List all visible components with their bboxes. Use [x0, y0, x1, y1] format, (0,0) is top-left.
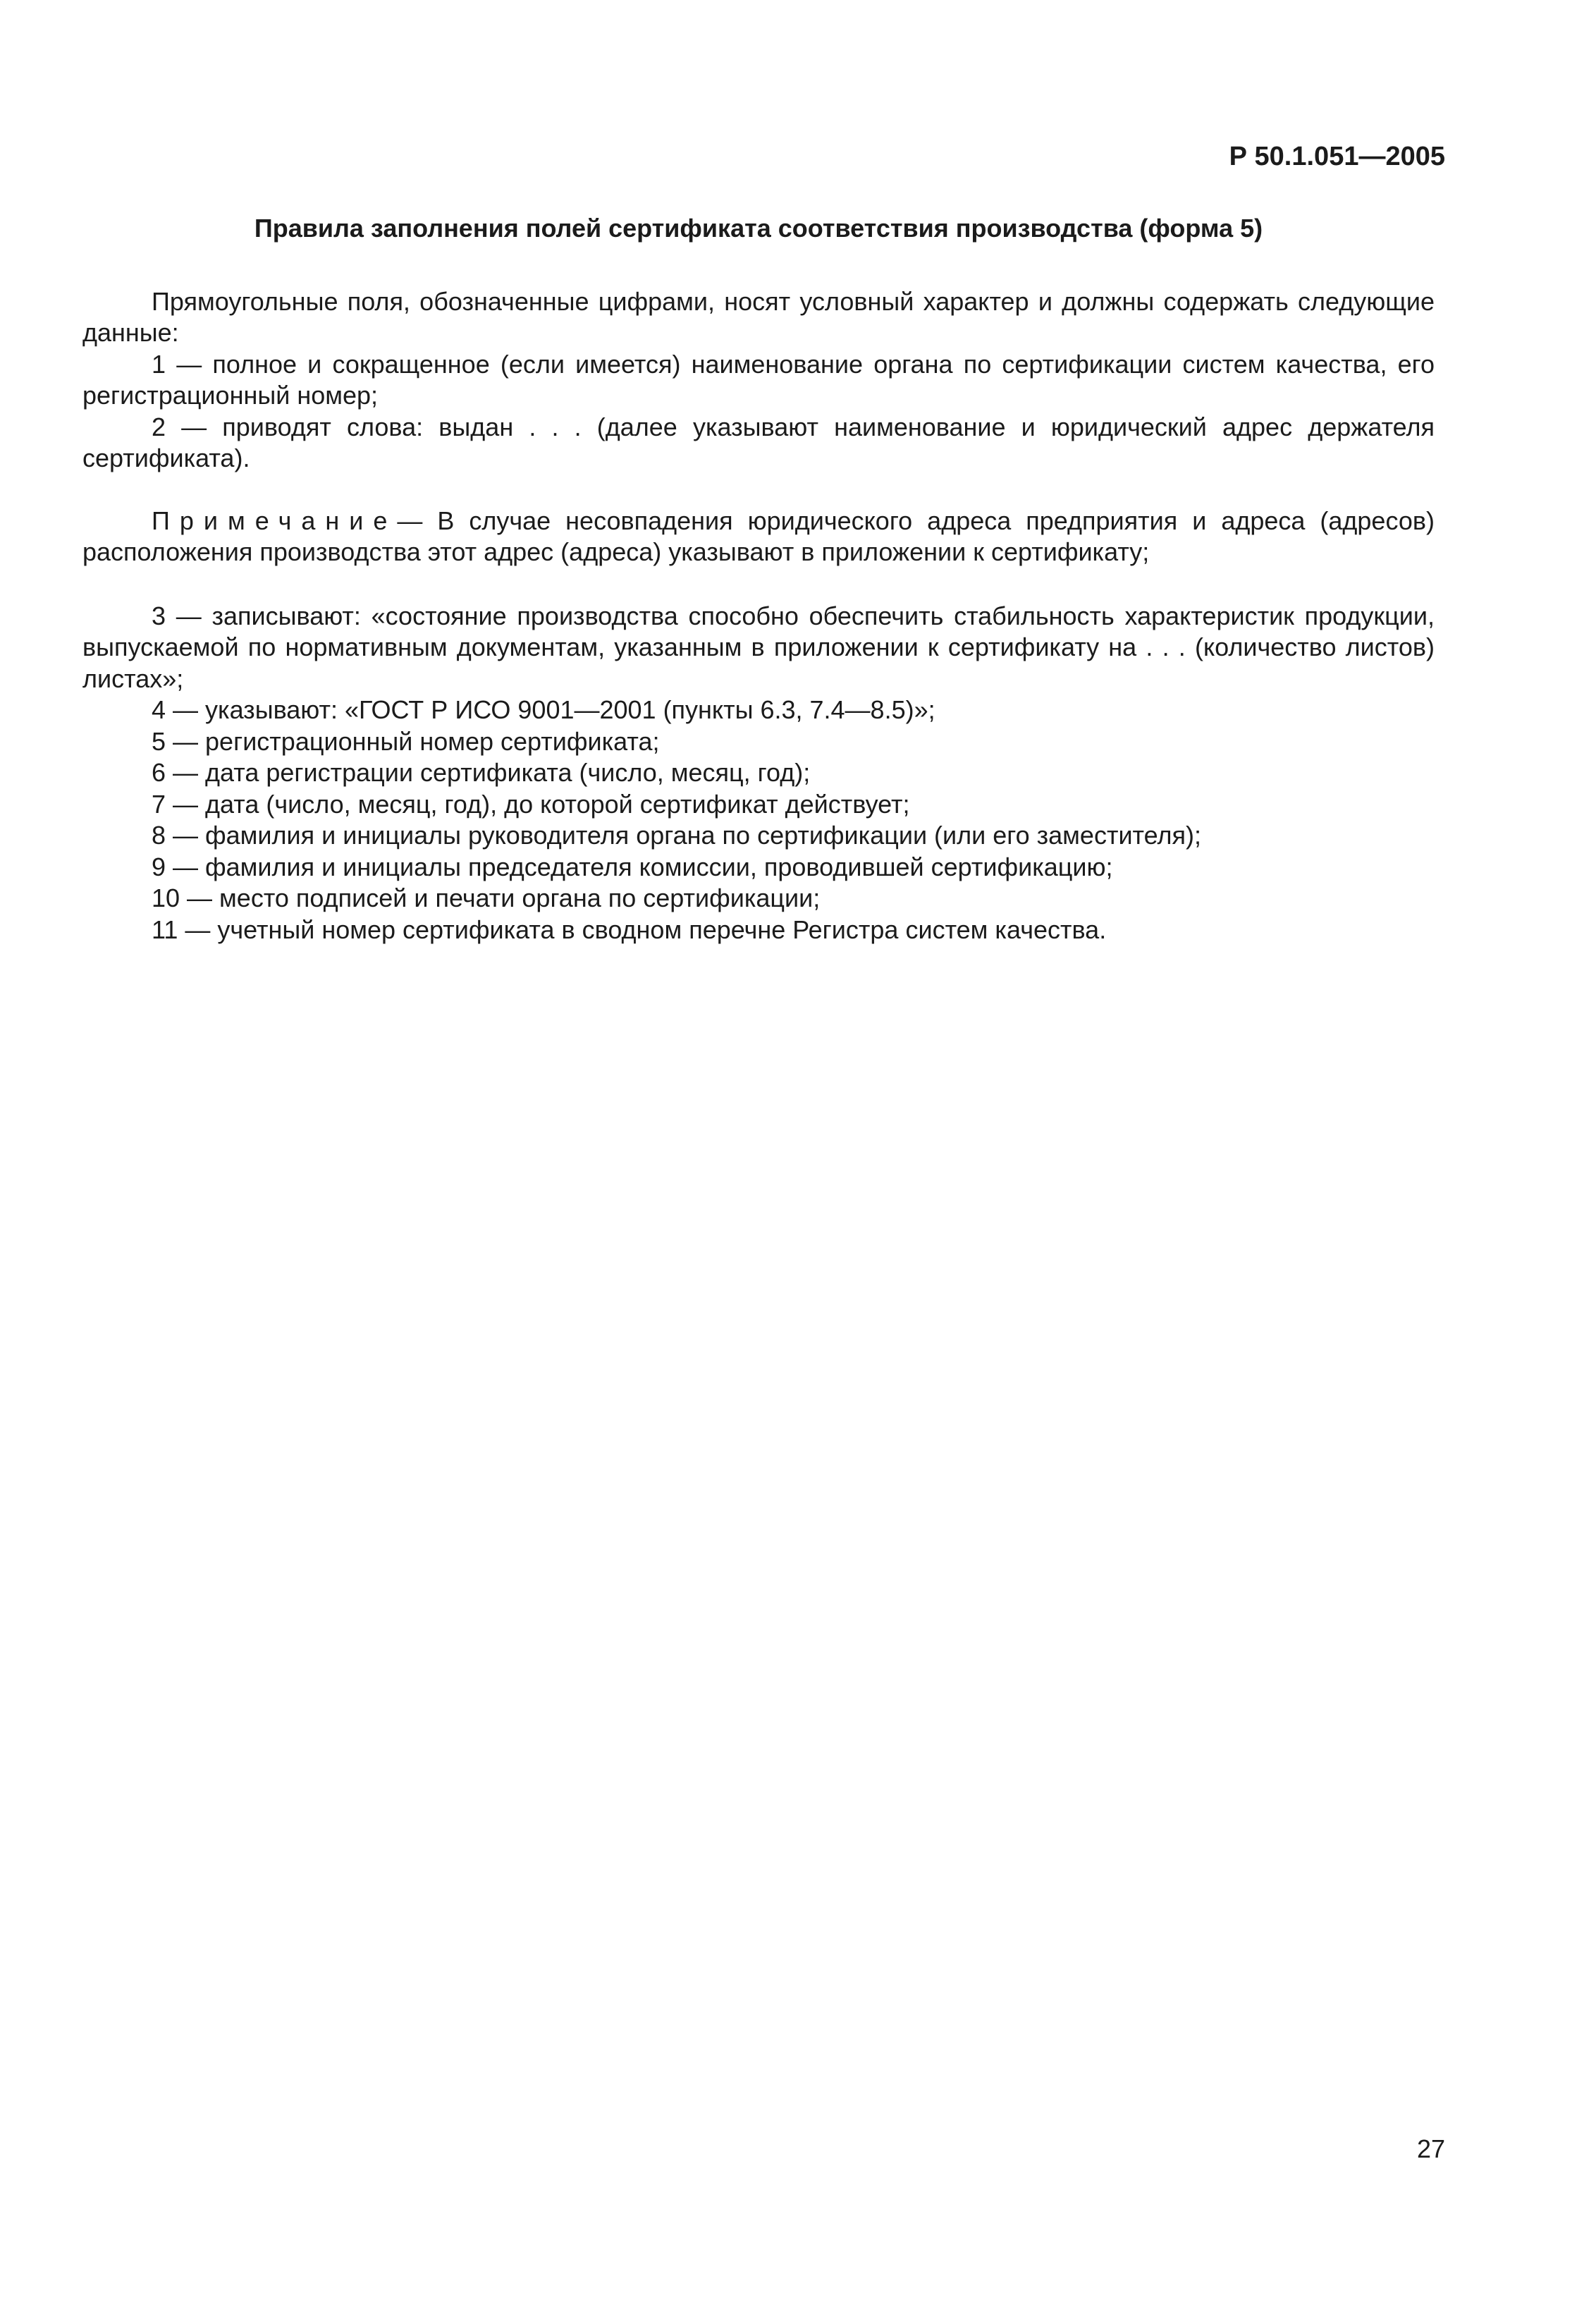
intro-paragraph: Прямоугольные поля, обозначенные цифрами, носят условный характер и должны содержать следующие данные:: [82, 286, 1435, 347]
list-item: 7 — дата (число, месяц, год), до которой сертификат действует;: [152, 789, 910, 819]
list-item: 1 — полное и сокращенное (если имеется) наименование органа по сертификации систем качества, его регистрационный номер;: [82, 349, 1435, 410]
field-list-part-2: [82, 601, 1435, 946]
section-title: Правила заполнения полей сертификата соответствия производства (форма 5): [254, 214, 1263, 243]
document-code: Р 50.1.051—2005: [1229, 142, 1445, 171]
list-item: 2 — приводят слова: выдан . . . (далее указывают наименование и юридический адрес держателя сертификата).: [82, 412, 1435, 472]
list-item: 10 — место подписей и печати органа по сертификации;: [152, 883, 821, 912]
field-list-part-1: [82, 349, 1435, 475]
list-item: 6 — дата регистрации сертификата (число, месяц, год);: [152, 758, 811, 787]
page-number: 27: [1416, 2134, 1445, 2163]
list-item: 3 — записывают: «состояние производства способно обеспечить стабильность характеристик продукции, выпускаемой по нормативным документам, указанным в приложении к сертификату на . . . (количество листов) листах»;: [82, 601, 1435, 693]
page-content: [82, 213, 1435, 946]
note-label: Примечание: [152, 506, 398, 535]
list-item: 9 — фамилия и инициалы председателя комиссии, проводившей сертификацию;: [152, 852, 1113, 881]
list-item: 11 — учетный номер сертификата в сводном перечне Регистра систем качества.: [152, 915, 1107, 944]
note-text: — В случае несовпадения юридического адреса предприятия и адреса (адресов) расположения производства этот адрес (адреса) указывают в приложении к сертификату;: [82, 506, 1435, 566]
list-item: 8 — фамилия и инициалы руководителя органа по сертификации (или его заместителя);: [152, 821, 1201, 850]
list-item: 4 — указывают: «ГОСТ Р ИСО 9001—2001 (пункты 6.3, 7.4—8.5)»;: [152, 695, 935, 724]
list-item: 5 — регистрационный номер сертификата;: [152, 726, 660, 756]
note-paragraph: [82, 506, 1435, 568]
